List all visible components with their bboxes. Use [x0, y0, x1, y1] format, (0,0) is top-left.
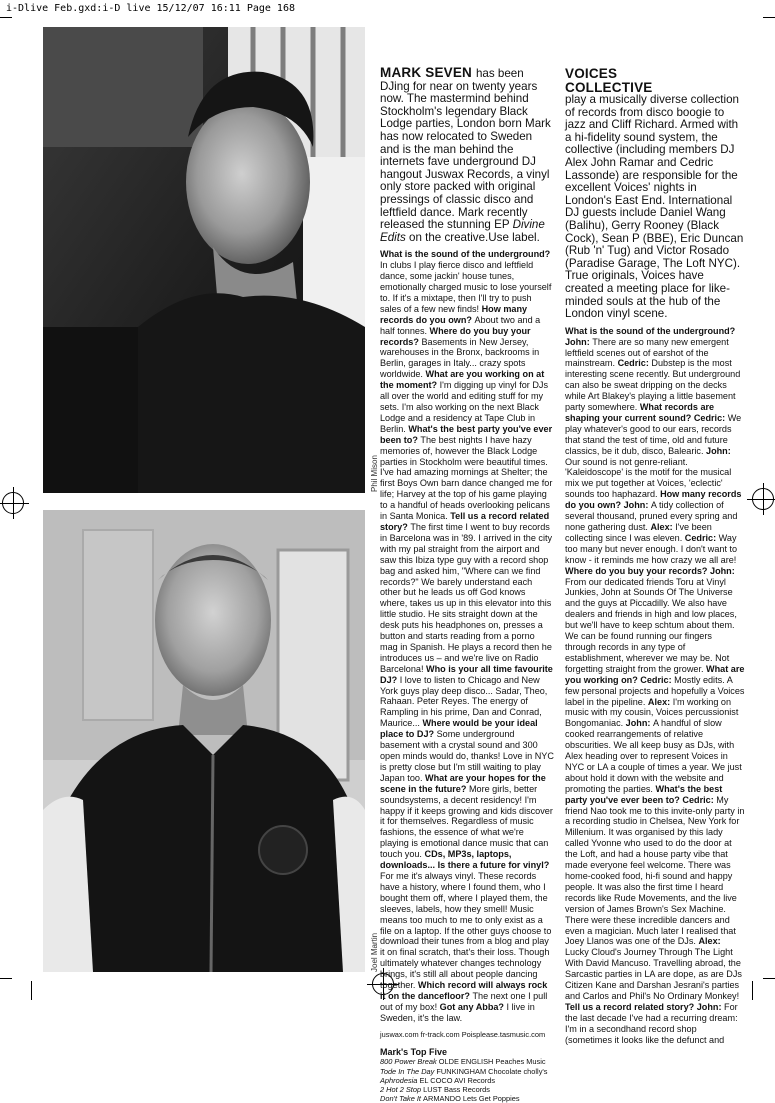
- track-artist: OLDE ENGLISH Peaches Music: [438, 1057, 546, 1067]
- qa-question: Tell us a record related story? John:: [565, 1001, 725, 1012]
- qa-answer: The best nights I have hazy memories of, however the Black Lodge parties in Stockholm were beautiful times. I've had amazing mornings at Shelter; the first Boys Own barn dance changed me for life; Harvey at the top of his game playing to a handful of heads overlooking pelicans in Santa Monica.: [380, 434, 553, 522]
- qa-answer-continued: Sex Machine. There were these incredible dancers and even a magician. Much later I realised that Joey Llanos was one of the DJs.: [565, 903, 736, 947]
- voices-collective-column: [565, 67, 745, 1046]
- qa-answer: I love to listen to Chicago and New York guys play deep disco... Sadar, Theo, Rahaan. Peter Reyes. The energy of Rampling in his prime, Dan and Conrad, Maurice...: [380, 674, 548, 729]
- qa-question: Got any Abba?: [439, 1001, 507, 1012]
- qa-question: Cedric:: [617, 358, 652, 369]
- qa-answer: The next one I pull out of my box!: [380, 990, 548, 1012]
- qa-question: CDs, MP3s, laptops, downloads... Is there a future for vinyl?: [380, 849, 550, 871]
- top-five-item: [380, 1057, 554, 1066]
- qa-question: What are you working on at the moment?: [380, 369, 545, 391]
- qa-answer: Way too many but never enough. I don't want to know - it reminds me how crazy we all are!: [565, 532, 738, 565]
- qa-question: What are you working on? Cedric:: [565, 663, 745, 685]
- qa-question: Where would be your ideal place to DJ?: [380, 718, 538, 740]
- qa-answer: I'm digging up vinyl for DJs all over the world and editing stuff for my sets. I'm also working on the next Black Lodge and a residency at Tape Club in Berlin.: [380, 380, 549, 434]
- track-artist: FUNKINGHAM Chocolate cholly's: [436, 1066, 548, 1076]
- top-five-heading: Mark's Top Five: [380, 1046, 447, 1057]
- track-title: Don't Take It: [380, 1094, 424, 1103]
- qa-answer: Our sound is not genre-reliant. 'Kaleidoscope' is the motif for the musical mix we put together at Voices, 'eclectic' sounds too haphazard.: [565, 456, 732, 500]
- qa-answer: For the last decade I've had a recurring dream: I'm in a secondhand record shop (sometimes it looks like the defunct and: [565, 1001, 738, 1045]
- mark-seven-intro-end: on the creative.Use label.: [409, 230, 540, 244]
- qa-answer: From our dedicated friends Toru at Vinyl Junkies, John at Sounds Of The Universe and the guys at Piccadilly. We also have dealers and friends in high and low places, but we'll have to keep schtum about them. We can be found running our fingers through records in any type of establishment, wherever we may be. Not forgetting straight from the grower.: [565, 576, 737, 674]
- voices-heading-line2: COLLECTIVE: [565, 79, 653, 95]
- top-five-item: [380, 1085, 554, 1094]
- voices-intro: play a musically diverse collection of records from disco boogie to jazz and Cliff Richard. Armed with a hi-fidelity sound system, the collective (including members DJ Alex John Ramar and Cedric Lassonde) are responsible for the excellent Voices' nights in London's East End. International DJ guests include Daniel Wang (Balihu), Gerry Rooney (Black Cock), Sean P (BBE), Eric Duncan (Rub 'n' Tug) and Victor Rosado (Paradise Garage, The Loft NYC). True originals, Voices have created a meeting place for like-minded souls at the hub of the London vinyl scene.: [565, 93, 744, 321]
- qa-question: How many records do you own? John:: [565, 489, 742, 511]
- mark-seven-ep-title: Divine Edits: [380, 218, 545, 244]
- top-five-item: [380, 1094, 554, 1103]
- registration-mark-left: [2, 492, 24, 514]
- qa-question: Tell us a record related story?: [380, 511, 550, 532]
- qa-question: What is the sound of the underground?: [380, 249, 551, 260]
- qa-question: Who is your all time favourite DJ?: [380, 663, 553, 685]
- track-title: Aphrodesia: [380, 1075, 420, 1085]
- qa-question: John:: [706, 445, 731, 456]
- mark-seven-intro-text: has been DJing for near on twenty years now. The mastermind behind Stockholm's legendary Black Lodge parties, London born Mark has now relocated to Sweden and is the man behind the internets fave underground DJ hangout Juswax Records, a vinyl only store packed with original pressings of classic disco and leftfield dance. Mark recently released the stunning EP: [380, 67, 551, 232]
- voices-heading-line1: VOICES: [565, 66, 618, 81]
- qa-question: Alex:: [650, 522, 676, 532]
- trim-line: [0, 17, 12, 18]
- qa-answer: In clubs I play fierce disco and leftfield dance, some jackin' house tunes, emotionally charged music to lose yourself to. If it's a mixtape, then I'll try to push sales of a few new finds!: [380, 260, 552, 314]
- track-title: 2 Hot 2 Stop: [380, 1085, 424, 1095]
- qa-question: Alex:: [647, 696, 673, 707]
- track-artist: EL COCO AVI Records: [419, 1075, 496, 1085]
- mark-seven-column: [380, 67, 554, 1103]
- qa-answer: A tidy collection of several thousand, pruned every spring and none gathering dust.: [565, 500, 738, 532]
- qa-answer: The first time I went to buy records in Barcelona was in '89. I arrived in the city with my pal straight from the airport and saw this Ibiza type guy with a record shop bag and asked him, "Where can we find records?" We barely understand each other but he leads us off God knows where, takes us up in this elevator into this little studio. He sits straight down at the desk puts his headphones on, presses a button and starts reading from a porno mag in Spanish. He plays a record then he introduces us – and we're live on Radio Barcelona!: [380, 521, 553, 674]
- qa-answer: A handful of slow cooked rearrangements of relative obscurities. We all keep busy as DJs, with Alex heading over to represent Voices in NYC or LA a couple of times a year. We just about hold it down with the website and promoting the parties.: [565, 718, 742, 794]
- qa-question: Cedric:: [684, 532, 719, 543]
- qa-question: Which record will always rock it on the dancefloor?: [380, 980, 548, 1001]
- qa-question: Alex:: [698, 936, 721, 947]
- portrait-illustration: [43, 510, 365, 972]
- top-five-item: [380, 1076, 554, 1085]
- qa-question: What's the best party you've ever been to? Cedric:: [565, 783, 723, 805]
- mark-seven-intro: [380, 67, 554, 244]
- mark-seven-interview: [380, 249, 554, 1023]
- qa-answer: For me it's always vinyl. These records have a history, where I found them, who I bought them off, where I played them, the sleeves, labels, how they smell! Music means too much to me to only exist as a file on a laptop. If the other guys choose to download their tunes from a blog and play it on final scratch, that's their loss. Though ultimately whatever changes technology brings, it's still all about people dancing together.: [380, 870, 552, 991]
- voices-heading: [565, 67, 745, 94]
- qa-answer: Basements in New Jersey, warehouses in the Bronx, backrooms in Berlin, garages in Italy... crazy spots worldwide.: [380, 336, 540, 380]
- trim-line: [763, 978, 775, 979]
- top-five-item: [380, 1067, 554, 1076]
- qa-answer: Some underground basement with a crystal sound and 300 open minds would do, thanks! Love in NYC is pretty close but I'm still waiting to play Japan too.: [380, 729, 554, 783]
- qa-answer: Mostly edits. A few personal projects and hopefully a Voices label in the pipeline.: [565, 674, 745, 707]
- trim-line: [763, 17, 775, 18]
- top-five-list: [380, 1057, 554, 1103]
- qa-answer: I live in Sweden, it's the law.: [380, 1001, 535, 1023]
- photo-voices-collective: [43, 510, 365, 972]
- qa-question: Where do you buy your records?: [380, 325, 531, 347]
- track-artist: ARMANDO Lets Get Poppies: [423, 1094, 520, 1103]
- trim-line: [0, 978, 12, 979]
- qa-answer: About two and a half tonnes.: [380, 314, 541, 336]
- qa-answer: More girls, better soundsystems, a decent residency! I'm happy if it keeps growing and kids discover it for themselves. Regardless of music fashions, the essence of what we're playing is emotional dance music that can touch you.: [380, 783, 553, 860]
- mark-seven-heading: MARK SEVEN: [380, 65, 476, 80]
- mark-seven-links[interactable]: juswax.com fr-track.com Poisplease.tasmusic.com: [380, 1029, 546, 1039]
- qa-answer: Dubstep is the most interesting scene recently. But underground can also be sweat dripping on the decks while Art Blakey's playing a little basement party somewhere.: [565, 358, 741, 413]
- qa-answer: I'm working on music with my cousin, Voices percussionist Bongomaniac.: [565, 696, 739, 729]
- portrait-illustration: [43, 27, 365, 493]
- qa-answer: We play whatever's good to our ears, records that stand the test of time, old and future classics, be it dub, disco, Balearic.: [565, 412, 742, 456]
- qa-answer: My friend Nao took me to this invite-only party in a recording studio in Chelsea, New York for Millenium. It was organised by this lady called Yvonne who used to do the door at the Loft, and had a house party vibe that made everyone feel welcome. There was home-cooked food, hi-fi sound and happy people. It was also the first time I heard records like Rude Movements, and the live version of James Brown's: [565, 794, 745, 914]
- trim-line: [31, 981, 32, 1000]
- qa-answer: I've been collecting since I was eleven.: [565, 522, 712, 543]
- track-artist: LUST Bass Records: [423, 1085, 490, 1095]
- trim-line: [752, 981, 753, 1000]
- qa-question: Where do you buy your records? John:: [565, 565, 735, 576]
- photo-credit-top: Phil Mison: [370, 455, 379, 492]
- photo-credit-bottom: Joel Martin: [370, 932, 379, 972]
- qa-question: What's the best party you've ever been to?: [380, 423, 553, 445]
- qa-question: What is the sound of the underground? John:: [565, 325, 736, 347]
- track-title: Tode In The Day: [380, 1066, 437, 1076]
- print-slug: i-Dlive Feb.gxd:i-D live 15/12/07 16:11 Page 168: [6, 3, 295, 14]
- qa-answer: Lucky Cloud's Journey Through The Light With David Mancuso. Travelling abroad, the Sarcastic parties in LA are dope, as are DJs Citizen Kane and Darshan Jesrani's parties and Carlos and Phil's No Ordinary Monkey!: [565, 947, 742, 1001]
- qa-question: John:: [625, 718, 653, 729]
- voices-interview: [565, 326, 745, 1046]
- qa-question: How many records do you own?: [380, 303, 528, 325]
- registration-mark-top-right: [752, 488, 774, 510]
- qa-question: What records are shaping your current sound? Cedric:: [565, 402, 728, 423]
- photo-mark-seven: [43, 27, 365, 493]
- track-title: 800 Power Break: [380, 1057, 439, 1067]
- qa-question: What are your hopes for the scene in the future?: [380, 772, 546, 794]
- qa-answer: There are so many new emergent leftfield scenes out of earshot of the mainstream.: [565, 336, 729, 369]
